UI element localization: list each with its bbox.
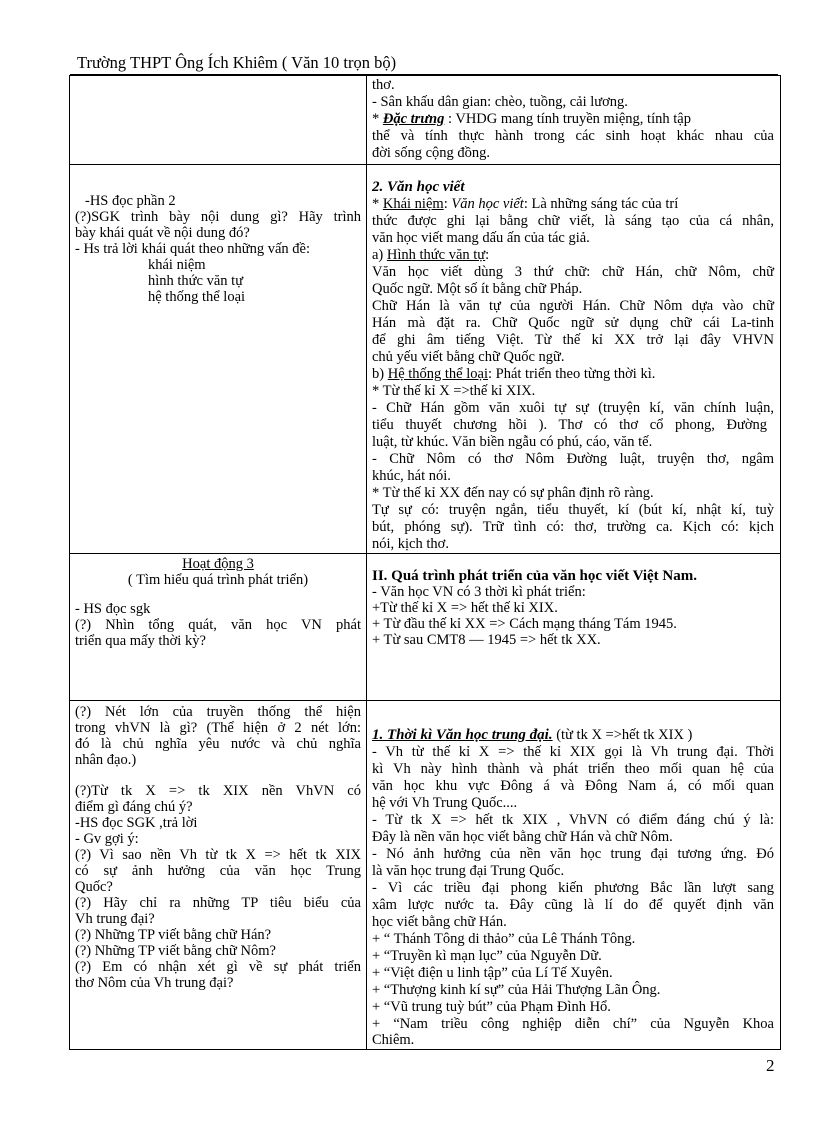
text-line: thơ Nôm của Vh trung đại? (75, 975, 234, 991)
text-line: là văn học trung đại Trung Quốc. (372, 863, 565, 879)
teacher-student-cell (70, 165, 367, 554)
text-line: - Nó ảnh hưởng của nền văn học trung đại tương ứng. Đó (372, 846, 774, 862)
text-line: thức được ghi lại bằng chữ viết, là sáng tạo của cá nhân, (372, 213, 774, 229)
content-cell (367, 701, 781, 1050)
text-line: Vh trung đại? (75, 911, 155, 927)
teacher-student-cell (70, 701, 367, 1050)
term-hinh-thuc-van-tu: Hình thức văn tự (386, 247, 486, 263)
text-line: điểm gì đáng chú ý? (75, 799, 193, 815)
text-line: bút, phóng sự). Trữ tình có: thơ, trường ca. Kịch có: kịch (372, 519, 774, 535)
text-line: (?) Nét lớn của truyền thống thể hiện (75, 704, 361, 720)
text-line: Quốc ngữ. Một số ít bằng chữ Pháp. (372, 281, 583, 297)
text-line: hình thức văn tự (148, 273, 244, 289)
text-line: Đây là nền văn học viết bằng chữ Hán và chữ Nôm. (372, 829, 673, 845)
text-line: 1. Thời kì Văn học trung đại. (từ tk X =>hết tk XIX ) (372, 727, 693, 743)
text-line: thể và tính thực hành trong các sinh hoạt khác nhau của (372, 128, 774, 144)
text-line: bày khái quát về nội dung đó? (75, 225, 250, 241)
text-line: - Hs trả lời khái quát theo những vấn đề: (75, 241, 310, 257)
text-line: kì Vh này hình thành và phát triển theo mối quan hệ của (372, 761, 774, 777)
text-line: b) Hệ thống thể loại: Phát triển theo từng thời kì. (372, 366, 656, 382)
text-line: (?) Vì sao nền Vh từ tk X => hết tk XIX (75, 847, 361, 863)
text-line: nhân đạo.) (75, 752, 137, 768)
text-line: - Vì các triều đại phong kiến phương Bắc lần lượt sang (372, 880, 774, 896)
text-line: (?)SGK trình bày nội dung gì? Hãy trình (75, 209, 361, 225)
text-line: * Từ thế kỉ X =>thế kỉ XIX. (372, 383, 536, 399)
text-line: hệ với Vh Trung Quốc.... (372, 795, 518, 811)
term-khai-niem: Khái niệm (382, 196, 444, 212)
table-row (70, 554, 781, 701)
text-line: + “ Thánh Tông di thảo” của Lê Thánh Tông. (372, 931, 636, 947)
content-cell (367, 554, 781, 701)
text-line: * Đặc trưng : VHDG mang tính truyền miệng, tính tập (372, 111, 691, 127)
text-line: (?) Hãy chỉ ra những TP tiêu biểu của (75, 895, 361, 911)
text-line: (?)Từ tk X => tk XIX nền VhVN có (75, 783, 361, 799)
text-line: Chiêm. (372, 1032, 415, 1048)
text-line: khúc, hát nói. (372, 468, 451, 484)
text-line: khái niệm (148, 257, 206, 273)
text-line: nói, kịch thơ. (372, 536, 449, 552)
lesson-table (69, 75, 781, 1050)
text-line: - Văn học VN có 3 thời kì phát triển: (372, 584, 586, 600)
text-line: Quốc? (75, 879, 113, 895)
text-line: văn học viết mang dấu ấn của tác giả. (372, 230, 590, 246)
text-line: + “Vũ trung tuỳ bút” của Phạm Đình Hổ. (372, 999, 611, 1015)
text-line: trong vhVN là gì? (Thể hiện ở 2 nét lớn: (75, 720, 361, 736)
text-line: - Chữ Hán gồm văn xuôi tự sự (truyện kí, văn chính luận, (372, 400, 774, 416)
activity-heading: Hoạt động 3 (182, 556, 254, 572)
text-line: - Vh từ thế kỉ X => thế kỉ XIX gọi là Vh trung đại. Thời (372, 744, 774, 760)
term-he-thong-the-loai: Hệ thống thể loại (387, 366, 488, 382)
text-line: -HS đọc phần 2 (85, 193, 176, 209)
text-line: (?) Em có nhận xét gì về sự phát triển (75, 959, 361, 975)
text-line: * Từ thế kỉ XX đến nay có sự phân định rõ ràng. (372, 485, 654, 501)
section-heading: 1. Thời kì Văn học trung đại. (372, 727, 553, 743)
content-cell (367, 165, 781, 554)
text-line: (?) Những TP viết bằng chữ Nôm? (75, 943, 276, 959)
content-cell (367, 76, 781, 165)
text-line: + Từ sau CMT8 — 1945 => hết tk XX. (372, 632, 601, 648)
text-line: + “Việt điện u linh tập” của Lí Tế Xuyên. (372, 965, 613, 981)
table-row (70, 165, 781, 554)
text-line: -HS đọc SGK ,trả lời (75, 815, 198, 831)
text-line: a) Hình thức văn tự: (372, 247, 490, 263)
term-dac-trung: Đặc trưng (382, 111, 445, 127)
text-line: + Từ đầu thế kỉ XX => Cách mạng tháng Tám 1945. (372, 616, 677, 632)
text-line: +Từ thế kỉ X => hết thế kỉ XIX. (372, 600, 558, 616)
text-line: - Chữ Nôm có thơ Nôm Đường luật, truyện thơ, ngâm (372, 451, 774, 467)
text-line: - Sân khấu dân gian: chèo, tuồng, cải lương. (372, 94, 628, 110)
text-line: Hán mà đặt ra. Chữ Quốc ngữ sử dụng chữ cái La-tinh (372, 315, 774, 331)
text-line: Tự sự có: truyện ngắn, tiểu thuyết, kí (bút kí, nhật kí, tuỳ (372, 502, 774, 518)
table-row (70, 76, 781, 165)
text-line: + “Nam triều công nghiệp diễn chí” của Nguyễn Khoa (372, 1016, 774, 1032)
text-line: ( Tìm hiểu quá trình phát triển) (127, 572, 309, 588)
text-line: đời sống cộng đồng. (372, 145, 491, 161)
text-line: để ghi âm tiếng Việt. Từ thế kỉ XX trở lại đây VHVN (372, 332, 774, 348)
text-line: (?) Những TP viết bằng chữ Hán? (75, 927, 272, 943)
page-number: 2 (766, 1056, 775, 1075)
text-line: đó là chủ nghĩa yêu nước và chủ nghĩa (75, 736, 361, 752)
text-line: triển qua mấy thời kỳ? (75, 633, 206, 649)
section-heading: II. Quá trình phát triển của văn học viết Việt Nam. (372, 568, 698, 584)
section-heading: 2. Văn học viết (372, 179, 465, 195)
text-line: luật, từ khúc. Văn biền ngẫu có phú, cáo, văn tế. (372, 434, 653, 450)
text-line: (?) Nhìn tổng quát, văn học VN phát (75, 617, 361, 633)
text-line: xâm lược nước ta. Đây cũng là lí do để quyết định văn (372, 897, 774, 913)
text-line: Văn học viết dùng 3 thứ chữ: chữ Hán, chữ Nôm, chữ (372, 264, 774, 280)
text-line: + “Truyền kì mạn lục” của Nguyễn Dữ. (372, 948, 602, 964)
text-line: học viết bằng chữ Hán. (372, 914, 507, 930)
text-line: - HS đọc sgk (75, 601, 151, 617)
text-line: văn học khu vực Đông á và Đông Nam á, có mối quan (372, 778, 774, 794)
text-line: + “Thượng kinh kí sự” của Hải Thượng Lãn Ông. (372, 982, 661, 998)
teacher-student-cell (70, 554, 367, 701)
text-line: thơ. (372, 77, 395, 93)
text-line: hệ thống thể loại (148, 289, 246, 305)
term-van-hoc-viet: Văn học viết (451, 196, 524, 212)
table-row (70, 701, 781, 1050)
page-header: Trường THPT Ông Ích Khiêm ( Văn 10 trọn bộ) (77, 53, 397, 72)
text-line: * Khái niệm: Văn học viết: Là những sáng tác của trí (372, 196, 679, 212)
text-line: - Gv gợi ý: (75, 831, 139, 847)
text-line: chủ yếu viết bằng chữ Quốc ngữ. (372, 349, 565, 365)
text-line: tiểu thuyết chương hồi ). Thơ có thơ cổ phong, Đường (372, 417, 767, 433)
text-line: Chữ Hán là văn tự của người Hán. Chữ Nôm dựa vào chữ (372, 298, 774, 314)
teacher-student-cell (70, 76, 367, 165)
text-line: có sự ảnh hưởng của văn học Trung (75, 863, 361, 879)
text-line: - Từ tk X => hết tk XIX , VhVN có điểm đáng chú ý là: (372, 812, 774, 828)
